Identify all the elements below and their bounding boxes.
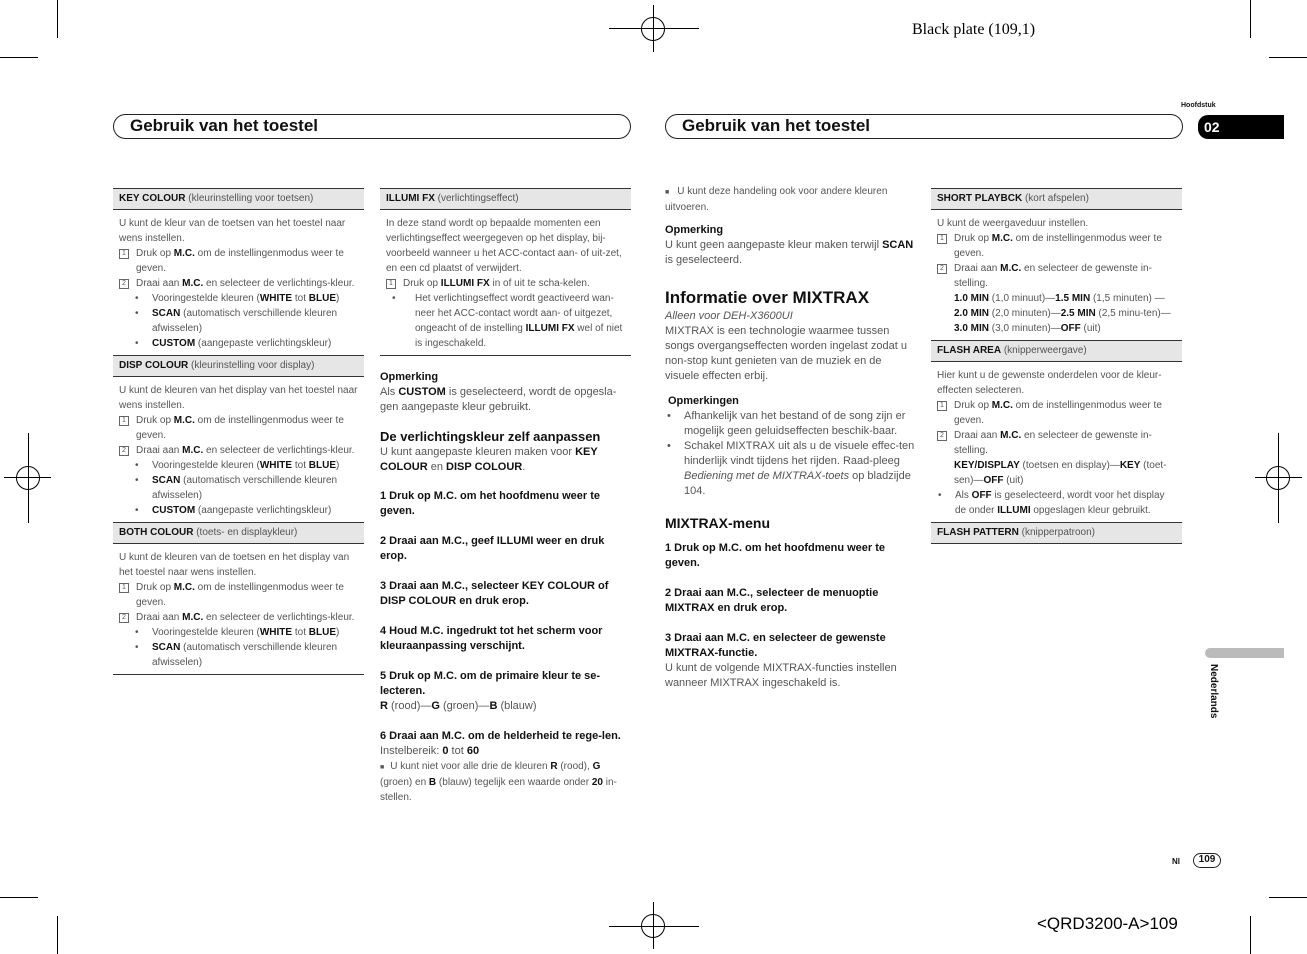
both-colour-section xyxy=(113,544,364,675)
bullet-item: • SCAN (automatisch verschillende kleuren afwisselen) xyxy=(135,308,338,334)
bullet-item: • Het verlichtingseffect wordt geactiveerd wan-neer het ACC-contact wordt aan- of uitgezet, ongeacht of de instelling ILLUMI FX wel of niet is ingeschakeld. xyxy=(392,293,623,349)
step-2: 2 Draai aan M.C., selecteer de menuoptie MIXTRAX en druk erop. xyxy=(665,587,879,614)
mixtrax-outro: U kunt de volgende MIXTRAX-functies instellen wanneer MIXTRAX ingeschakeld is. xyxy=(665,662,897,689)
step-1: 1 Druk op M.C. om de instellingenmodus weer te geven. xyxy=(119,246,358,276)
crop-mark xyxy=(57,0,58,38)
step-1: 1 Druk op M.C. om het hoofdmenu weer te geven. xyxy=(380,490,601,517)
step-3: 3 Draai aan M.C., selecteer KEY COLOUR of DISP COLOUR en druk erop. xyxy=(380,580,609,607)
illumi-fx-section xyxy=(380,210,631,356)
chapter-label: Hoofdstuk xyxy=(1181,102,1216,109)
mixtrax-heading: Informatie over MIXTRAX xyxy=(665,288,870,307)
step-3: 3 Draai aan M.C. en selecteer de gewenste MIXTRAX-functie. xyxy=(665,632,886,659)
custom-colour-heading: De verlichtingskleur zelf aanpassen xyxy=(380,429,601,444)
crop-mark xyxy=(0,57,38,58)
illumi-fx-intro: In deze stand wordt op bepaalde momenten een verlichtingseffect weergegeven op het display, bij-voorbeeld wanneer u het ACC-contact aan- of uit-zet, en een cd plaatst of verwijdert. xyxy=(386,218,622,274)
crop-mark xyxy=(1250,0,1251,38)
crop-mark xyxy=(1250,916,1251,954)
crop-mark xyxy=(1269,57,1307,58)
note-title: Opmerking xyxy=(380,371,439,383)
step-2: 2 Draai aan M.C. en selecteer de verlichtings-kleur. xyxy=(119,276,358,291)
bullet-item: • Vooringestelde kleuren (WHITE tot BLUE) xyxy=(135,460,340,471)
language-label: Nederlands xyxy=(1208,664,1219,719)
illumi-fx-header: ILLUMI FX (verlichtingseffect) xyxy=(380,188,631,210)
crop-mark xyxy=(1269,897,1307,898)
column-1 xyxy=(113,188,364,675)
note-text: U kunt geen aangepaste kleur maken terwijl SCAN is geselecteerd. xyxy=(665,239,914,266)
both-colour-intro: U kunt de kleuren van de toetsen en het display van het toestel naar wens instellen. xyxy=(119,552,350,578)
key-colour-section xyxy=(113,210,364,355)
bullet-item: • CUSTOM (aangepaste verlichtingskleur) xyxy=(135,505,332,516)
bullet-item: • CUSTOM (aangepaste verlichtingskleur) xyxy=(135,338,332,349)
bullet-item: • Schakel MIXTRAX uit als u de visuele effec-ten hinderlijk vindt tijdens het rijden. Raad-pleeg Bediening met de MIXTRAX-toets op bladzijde 104. xyxy=(667,440,915,497)
column-3 xyxy=(665,184,915,691)
bullet-item: • Vooringestelde kleuren (WHITE tot BLUE) xyxy=(135,293,340,304)
column-2 xyxy=(380,188,631,805)
flash-pattern-header: FLASH PATTERN (knipperpatroon) xyxy=(931,522,1182,544)
plate-label: Black plate (109,1) xyxy=(912,21,1036,38)
flash-area-intro: Hier kunt u de gewenste onderdelen voor de kleur-effecten selecteren. xyxy=(937,370,1162,396)
note-square: ■ U kunt niet voor alle drie de kleuren R (rood), G (groen) en B (blauw) tegelijk een waarde onder 20 in-stellen. xyxy=(380,761,617,803)
step-6: 6 Draai aan M.C. om de helderheid te rege-len. xyxy=(380,730,621,742)
flash-area-section xyxy=(931,362,1182,522)
disp-colour-intro: U kunt de kleuren van het display van het toestel naar wens instellen. xyxy=(119,385,358,411)
disp-colour-header: DISP COLOUR (kleurinstelling voor display) xyxy=(113,355,364,377)
step-5: 5 Druk op M.C. om de primaire kleur te se-lecteren. xyxy=(380,670,601,697)
note-title: Opmerking xyxy=(665,224,724,236)
step-1: 1 Druk op M.C. om de instellingenmodus weer te geven. xyxy=(937,231,1176,261)
step-2: 2 Draai aan M.C. en selecteer de gewenste in-stelling. xyxy=(937,261,1176,291)
step-4: 4 Houd M.C. ingedrukt tot het scherm voor kleuraanpassing verschijnt. xyxy=(380,625,603,652)
document-code: <QRD3200-A>109 xyxy=(1037,914,1178,933)
language-code: Nl xyxy=(1172,857,1180,866)
section-header-right: Gebruik van het toestel xyxy=(665,114,1183,139)
bullet-item: • Afhankelijk van het bestand of de song zijn er mogelijk geen geluidseffecten beschik-baar. xyxy=(667,410,906,437)
custom-colour-intro: U kunt aangepaste kleuren maken voor KEY COLOUR en DISP COLOUR. xyxy=(380,446,598,473)
short-playback-header: SHORT PLAYBCK (kort afspelen) xyxy=(931,188,1182,210)
page-number: 109 xyxy=(1193,853,1221,868)
column-4 xyxy=(931,188,1182,544)
notes-title: Opmerkingen xyxy=(668,395,739,407)
short-playback-section xyxy=(931,210,1182,340)
bullet-item: • Als OFF is geselecteerd, wordt voor het display de onder ILLUMI opgeslagen kleur gebruikt. xyxy=(938,490,1165,516)
mixtrax-model-note: Alleen voor DEH-X3600UI xyxy=(665,310,793,322)
step-2: 2 Draai aan M.C. en selecteer de verlichtings-kleur. xyxy=(119,443,358,458)
disp-colour-section xyxy=(113,377,364,522)
mixtrax-menu-heading: MIXTRAX-menu xyxy=(665,515,770,531)
step-1: 1 Druk op M.C. om de instellingenmodus weer te geven. xyxy=(119,413,358,443)
short-playback-intro: U kunt de weergaveduur instellen. xyxy=(937,218,1089,229)
step-2: 2 Draai aan M.C. en selecteer de gewenste in-stelling. xyxy=(937,428,1176,458)
key-colour-header: KEY COLOUR (kleurinstelling voor toetsen) xyxy=(113,188,364,210)
crop-mark xyxy=(57,916,58,954)
flash-area-header: FLASH AREA (knipperweergave) xyxy=(931,340,1182,362)
step-1: 1 Druk op M.C. om het hoofdmenu weer te geven. xyxy=(665,542,886,569)
crop-mark xyxy=(0,897,38,898)
step-1: 1 Druk op M.C. om de instellingenmodus weer te geven. xyxy=(937,398,1176,428)
bullet-item: • SCAN (automatisch verschillende kleuren afwisselen) xyxy=(135,475,338,501)
step-1: 1 Druk op ILLUMI FX in of uit te scha-kelen. xyxy=(386,276,625,291)
chapter-number-tab: 02 xyxy=(1198,115,1284,139)
both-colour-header: BOTH COLOUR (toets- en displaykleur) xyxy=(113,522,364,544)
range-text: Instelbereik: 0 tot 60 xyxy=(380,745,480,757)
section-header-left: Gebruik van het toestel xyxy=(113,114,631,139)
flash-area-options: KEY/DISPLAY (toetsen en display)—KEY (toet-sen)—OFF (uit) xyxy=(954,460,1167,486)
top-note: ■ U kunt deze handeling ook voor andere kleuren uitvoeren. xyxy=(665,186,888,213)
step-2: 2 Draai aan M.C. en selecteer de verlichtings-kleur. xyxy=(119,610,358,625)
bullet-item: • Vooringestelde kleuren (WHITE tot BLUE) xyxy=(135,627,340,638)
duration-options: 1.0 MIN (1,0 minuut)—1.5 MIN (1,5 minuten) —2.0 MIN (2,0 minuten)—2.5 MIN (2,5 minu-ten)—3.0 MIN (3,0 minuten)—OFF (uit) xyxy=(954,293,1171,334)
key-colour-intro: U kunt de kleur van de toetsen van het toestel naar wens instellen. xyxy=(119,218,346,244)
mixtrax-intro: MIXTRAX is een technologie waarmee tussen songs overgangseffecten worden ingelast zodat u non-stop kunt genieten van de muziek en de visuele effecten erbij. xyxy=(665,325,907,382)
note-text: Als CUSTOM is geselecteerd, wordt de opgesla-gen aangepaste kleur gebruikt. xyxy=(380,386,617,413)
bullet-item: • SCAN (automatisch verschillende kleuren afwisselen) xyxy=(135,642,338,668)
step-1: 1 Druk op M.C. om de instellingenmodus weer te geven. xyxy=(119,580,358,610)
step-2: 2 Draai aan M.C., geef ILLUMI weer en druk erop. xyxy=(380,535,605,562)
language-tab xyxy=(1205,648,1284,658)
primary-colours: R (rood)—G (groen)—B (blauw) xyxy=(380,700,537,712)
